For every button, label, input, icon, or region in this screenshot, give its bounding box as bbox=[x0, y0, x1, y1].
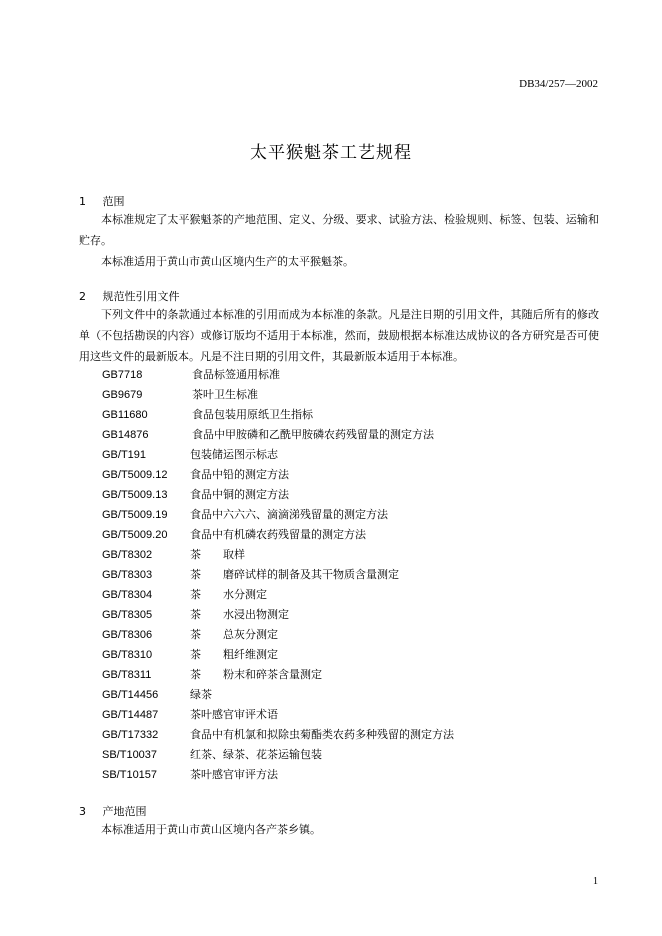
reference-code: GB9679 bbox=[102, 389, 143, 401]
reference-code: GB/T17332 bbox=[102, 729, 159, 741]
reference-code: SB/T10037 bbox=[102, 749, 158, 761]
section-3-paragraph-1: 本标准适用于黄山市黄山区境内各产茶乡镇。 bbox=[101, 823, 321, 836]
reference-code: GB/T5009.20 bbox=[102, 529, 168, 541]
section-1-heading bbox=[79, 193, 125, 209]
section-number: 2 bbox=[79, 290, 86, 303]
reference-code: GB/T5009.12 bbox=[102, 469, 168, 481]
reference-title: 茶叶感官审评术语 bbox=[190, 708, 278, 721]
reference-item bbox=[102, 665, 322, 685]
reference-code: GB/T5009.19 bbox=[102, 509, 168, 521]
reference-code: GB/T8311 bbox=[102, 669, 152, 681]
reference-code: GB/T8310 bbox=[102, 649, 153, 661]
reference-item bbox=[102, 645, 278, 665]
reference-item bbox=[102, 525, 366, 545]
reference-title: 茶叶卫生标准 bbox=[192, 388, 258, 401]
reference-code: GB/T191 bbox=[102, 449, 147, 461]
reference-title: 绿茶 bbox=[190, 688, 212, 701]
reference-item bbox=[102, 725, 454, 745]
reference-title: 食品中甲胺磷和乙酰甲胺磷农药残留量的测定方法 bbox=[192, 428, 434, 441]
reference-title: 食品中有机氯和拟除虫菊酯类农药多种残留的测定方法 bbox=[190, 728, 454, 741]
reference-code: GB/T8304 bbox=[102, 589, 153, 601]
section-title: 规范性引用文件 bbox=[102, 290, 180, 303]
reference-code: GB/T8306 bbox=[102, 629, 153, 641]
section-2-paragraph-1: 下列文件中的条款通过本标准的引用而成为本标准的条款。凡是注日期的引用文件，其随后所有的修改单（不包括勘误的内容）或修订版均不适用于本标准，然而，鼓励根据本标准达成协议的各方研究是否可使用这些文件的最新版本。凡是不注日期的引用文件，其最新版本适用于本标准。 bbox=[79, 308, 599, 363]
section-3-heading bbox=[79, 803, 147, 819]
reference-title: 茶 磨碎试样的制备及其干物质含量测定 bbox=[190, 568, 399, 581]
section-title: 范围 bbox=[102, 195, 125, 208]
reference-title: 食品中铅的测定方法 bbox=[190, 468, 289, 481]
reference-item bbox=[102, 765, 278, 785]
reference-title: 茶叶感官审评方法 bbox=[190, 768, 278, 781]
reference-item bbox=[102, 505, 388, 525]
reference-item bbox=[102, 425, 434, 445]
reference-code: GB/T14487 bbox=[102, 709, 159, 721]
reference-code: GB/T5009.13 bbox=[102, 489, 168, 501]
reference-title: 食品标签通用标准 bbox=[192, 368, 280, 381]
reference-title: 茶 水浸出物测定 bbox=[190, 608, 289, 621]
reference-list bbox=[102, 365, 454, 785]
reference-item bbox=[102, 745, 322, 765]
reference-item bbox=[102, 385, 258, 405]
reference-code: GB/T8303 bbox=[102, 569, 153, 581]
reference-code: SB/T10157 bbox=[102, 769, 158, 781]
reference-item bbox=[102, 705, 278, 725]
section-title: 产地范围 bbox=[102, 805, 147, 818]
reference-title: 食品包装用原纸卫生指标 bbox=[192, 408, 313, 421]
reference-item bbox=[102, 585, 267, 605]
reference-item bbox=[102, 465, 289, 485]
section-2-heading bbox=[79, 288, 180, 304]
section-number: 3 bbox=[79, 805, 86, 818]
reference-title: 茶 取样 bbox=[190, 548, 245, 561]
reference-title: 食品中六六六、滴滴涕残留量的测定方法 bbox=[190, 508, 388, 521]
reference-title: 茶 总灰分测定 bbox=[190, 628, 278, 641]
reference-title: 茶 水分测定 bbox=[190, 588, 267, 601]
reference-code: GB11680 bbox=[102, 409, 148, 421]
reference-title: 红茶、绿茶、花茶运输包装 bbox=[190, 748, 322, 761]
reference-code: GB14876 bbox=[102, 429, 149, 441]
reference-item bbox=[102, 625, 278, 645]
section-number: 1 bbox=[79, 195, 86, 208]
section-1-paragraph-1: 本标准规定了太平猴魁茶的产地范围、定义、分级、要求、试验方法、检验规则、标签、包装、运输和贮存。 bbox=[79, 213, 599, 247]
reference-title: 包装储运图示标志 bbox=[190, 448, 278, 461]
page-number: 1 bbox=[593, 876, 598, 887]
reference-item bbox=[102, 445, 278, 465]
document-code: DB34/257—2002 bbox=[519, 78, 598, 90]
reference-code: GB/T8305 bbox=[102, 609, 153, 621]
document-title: 太平猴魁茶工艺规程 bbox=[250, 143, 412, 163]
reference-item bbox=[102, 405, 313, 425]
reference-code: GB7718 bbox=[102, 369, 143, 381]
reference-item bbox=[102, 685, 212, 705]
reference-title: 食品中铜的测定方法 bbox=[190, 488, 289, 501]
reference-item bbox=[102, 365, 280, 385]
reference-title: 茶 粗纤维测定 bbox=[190, 648, 278, 661]
reference-title: 茶 粉末和碎茶含量测定 bbox=[190, 668, 322, 681]
reference-item bbox=[102, 545, 245, 565]
reference-title: 食品中有机磷农药残留量的测定方法 bbox=[190, 528, 366, 541]
reference-item bbox=[102, 485, 289, 505]
reference-code: GB/T8302 bbox=[102, 549, 153, 561]
section-1-paragraph-2: 本标准适用于黄山市黄山区境内生产的太平猴魁茶。 bbox=[101, 255, 354, 268]
reference-item bbox=[102, 605, 289, 625]
reference-item bbox=[102, 565, 399, 585]
reference-code: GB/T14456 bbox=[102, 689, 159, 701]
